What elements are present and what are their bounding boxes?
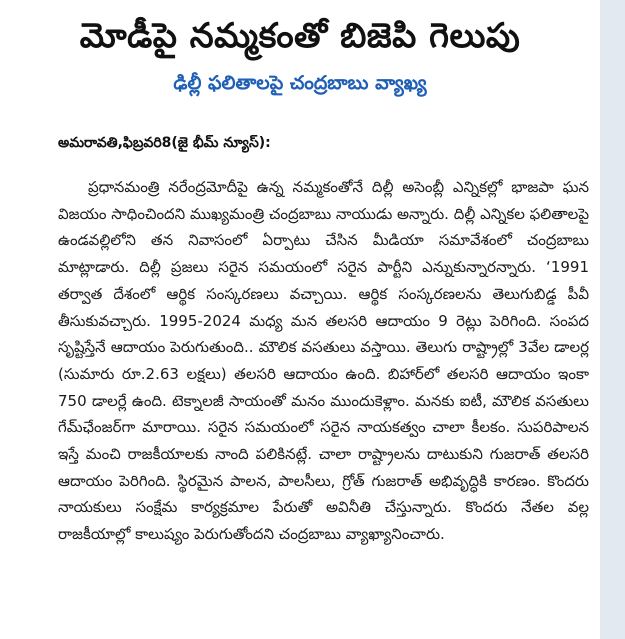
- dateline: అమరావతి,ఫిబ్రవరి8(జై భీమ్ న్యూస్):: [58, 135, 271, 151]
- subheadline: ఢిల్లీ ఫలితాలపై చంద్రబాబు వ్యాఖ్య: [173, 72, 427, 94]
- article-body: ప్రధానమంత్రి నరేంద్రమోదీపై ఉన్న నమ్మకంతోనే దిల్లీ అసెంబ్లీ ఎన్నికల్లో భాజపా ఘన విజయం సాధించిందని ముఖ్యమంత్రి చంద్రబాబు నాయుడు అన్నారు. దిల్లీ ఎన్నికల ఫలితాలపై ఉండవల్లిలోని తన నివాసంలో ఏర్పాటు చేసిన మీడియా సమావేశంలో చంద్రబాబు మాట్లాడారు. దిల్లీ ప్రజలు సరైన సమయంలో సరైన పార్టీని ఎన్నుకున్నారన్నారు. ‘1991 తర్వాత దేశంలో ఆర్థిక సంస్కరణలు వచ్చాయి. ఆర్థిక సంస్కరణలను తెలుగుబిడ్డ పీవీ తీసుకువచ్చారు. 1995-2024 మధ్య మన తలసరి ఆదాయం 9 రెట్లు పెరిగింది. సంపద సృష్టిస్తేనే ఆదాయం పెరుగుతుంది.. మౌలిక వసతులు వస్తాయి. తెలుగు రాష్ట్రాల్లో 3వేల డాలర్ల (సుమారు రూ.2.63 లక్షలు) తలసరి ఆదాయం ఉంది. బిహార్‌లో తలసరి ఆదాయం ఇంకా 750 డాలర్లే ఉంది. టెక్నాలజీ సాయంతో మనం ముందుకెళ్లాం. మనకు ఐటీ, మౌలిక వసతులు గేమ్‌ఛేంజర్‌గా మారాయి. సరైన సమయంలో సరైన నాయకత్వం చాలా కీలకం. సుపరిపాలన ఇస్తే మంచి రాజకీయాలకు నాంది పలికినట్లే. చాలా రాష్ట్రాలను దాటుకుని గుజరాత్ తలసరి ఆదాయం పెరిగింది. స్థిరమైన పాలన, పాలసీలు, గ్రోత్ గుజరాత్ అభివృద్ధికి కారణం. కొందరు నాయకులు సంక్షేమ కార్యక్రమాల పేరుతో అవినీతి చేస్తున్నారు. కొందరు నేతల వల్ల రాజకీయాల్లో కాలుష్యం పెరుగుతోందని చంద్రబాబు వ్యాఖ్యానించారు.: [58, 178, 589, 544]
- background-margin: [600, 0, 625, 639]
- headline: మోడీపై నమ్మకంతో బిజెపి గెలుపు: [79, 16, 521, 56]
